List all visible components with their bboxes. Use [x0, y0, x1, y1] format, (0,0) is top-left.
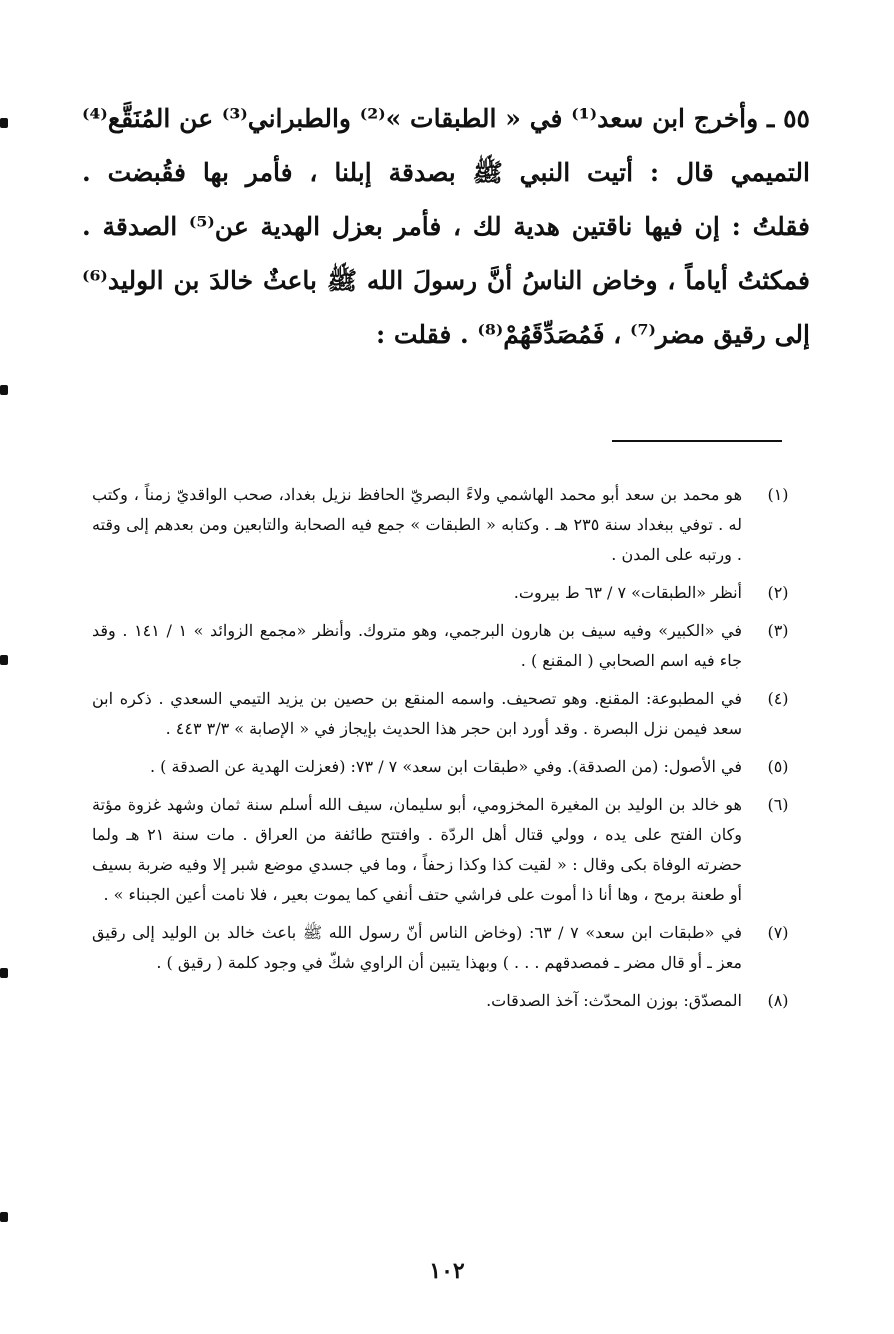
- footnote-number: (٣): [767, 621, 789, 640]
- footnote-text: أنظر «الطبقات» ٧ / ٦٣ ط بيروت.: [513, 583, 742, 602]
- main-line-1: ٥٥ ـ وأخرج ابن سعد⁽¹⁾ في « الطبقات »⁽²⁾ والطبراني⁽³⁾ عن المُنَقَّع⁽⁴⁾: [82, 104, 810, 133]
- footnote-text: هو محمد بن سعد أبو محمد الهاشمي ولاءً البصريّ الحافظ نزيل بغداد، صحب الواقديّ زمناً ، وكتب له . توفي ببغداد سنة ٢٣٥ هـ . وكتابه « الطبقات » جمع فيه الصحابة والتابعين ومن بعدهم إلى وقته . ورتبه على المدن .: [92, 485, 742, 564]
- main-line-3: فقلتُ : إن فيها ناقتين هدية لك ، فأمر بعزل الهدية عن⁽⁵⁾ الصدقة .: [82, 212, 811, 241]
- footnotes: [92, 480, 802, 1024]
- main-line-5: إلى رقيق مضر⁽⁷⁾ ، فَمُصَدِّقَهُمْ⁽⁸⁾ . فقلت :: [375, 320, 810, 349]
- footnote-number: (٥): [767, 757, 789, 776]
- footnote-separator: [612, 440, 782, 442]
- footnote-text: هو خالد بن الوليد بن المغيرة المخزومي، أبو سليمان، سيف الله أسلم سنة ثمان وشهد غزوة مؤتة وكان الفتح على يده ، وولي قتال أهل الردّة . وافتتح طائفة من العراق . مات سنة ٢١ هـ ولما حضرته الوفاة بكى وقال : « لقيت كذا وكذا زحفاً ، وما في جسدي موضع شبر إلا وفيه ضربة بسيف أو طعنة برمح ، وها أنا ذا أموت على فراشي حتف أنفي كما يموت بعير ، فلا نامت أعين الجبناء » .: [92, 795, 742, 904]
- page-number: ١٠٢: [429, 1258, 465, 1284]
- main-text: [82, 92, 810, 362]
- footnote-text: في الأصول: (من الصدقة). وفي «طبقات ابن سعد» ٧ / ٧٣: (فعزلت الهدية عن الصدقة ) .: [149, 757, 742, 776]
- scan-edge-mark: [0, 385, 8, 395]
- footnote-2: [92, 578, 802, 608]
- footnote-number: (٧): [767, 923, 789, 942]
- scan-edge-mark: [0, 968, 8, 978]
- main-line-2: التميمي قال : أتيت النبي ﷺ بصدقة إبلنا ، فأمر بها فقُبضت .: [82, 158, 810, 187]
- footnote-text: المصدّق: بوزن المحدّث: آخذ الصدقات.: [486, 991, 742, 1010]
- footnote-3: [92, 616, 802, 676]
- footnote-number: (٦): [767, 795, 789, 814]
- footnote-7: [92, 918, 802, 978]
- footnote-1: [92, 480, 802, 570]
- footnote-text: في المطبوعة: المقنع. وهو تصحيف. واسمه المنقع بن حصين بن يزيد التيمي السعدي . ذكره ابن سعد فيمن نزل البصرة . وقد أورد ابن حجر هذا الحديث بإيجاز في « الإصابة » ٣/٣ ٤٤٣ .: [92, 689, 742, 738]
- footnote-text: في «طبقات ابن سعد» ٧ / ٦٣: (وخاض الناس أنّ رسول الله ﷺ باعث خالد بن الوليد إلى رقيق معز ـ أو قال مضر ـ فمصدقهم . . . ) وبهذا يتبين أن الراوي شكّ في وجود كلمة ( رقيق ) .: [92, 923, 742, 972]
- footnote-number: (٤): [767, 689, 789, 708]
- footnote-5: [92, 752, 802, 782]
- footnote-6: [92, 790, 802, 910]
- scan-edge-mark: [0, 118, 8, 128]
- footnote-text: في «الكبير» وفيه سيف بن هارون البرجمي، وهو متروك. وأنظر «مجمع الزوائد » ١ / ١٤١ . وقد جاء فيه اسم الصحابي ( المقنع ) .: [92, 621, 743, 670]
- footnote-number: (٨): [767, 991, 789, 1010]
- scan-edge-mark: [0, 1212, 8, 1222]
- footnote-number: (٢): [767, 583, 789, 602]
- main-line-4: فمكثتُ أياماً ، وخاض الناسُ أنَّ رسولَ الله ﷺ باعثٌ خالدَ بن الوليد⁽⁶⁾: [82, 266, 810, 295]
- footnote-8: [92, 986, 802, 1016]
- scan-edge-mark: [0, 655, 8, 665]
- footnote-number: (١): [767, 485, 789, 504]
- footnote-4: [92, 684, 802, 744]
